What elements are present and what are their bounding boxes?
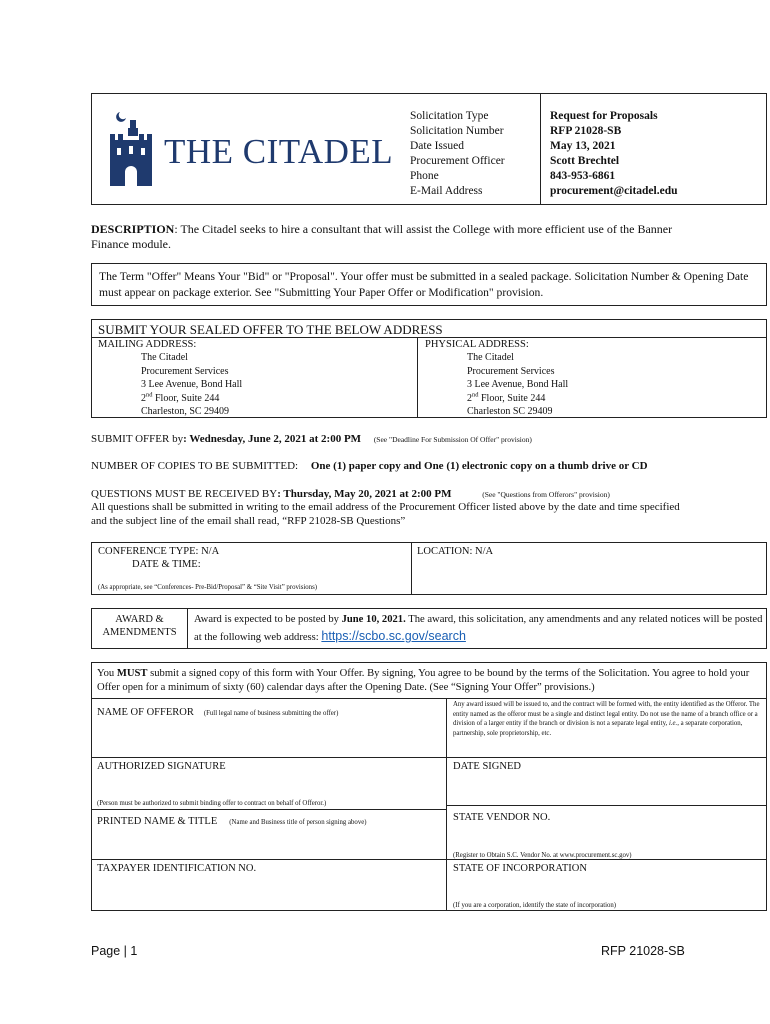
description-label: DESCRIPTION (91, 222, 175, 236)
award-text: Award is expected to be posted by June 10, 2021. The award, this solicitation, any amendments and any related notices will be posted at the following web address: https://scbo.sc.gov/search (194, 614, 763, 643)
award-box (91, 608, 767, 649)
conference-type: CONFERENCE TYPE: N/A (98, 546, 220, 557)
questions-value: : Thursday, May 20, 2021 at 2:00 PM (277, 488, 452, 500)
conference-location: LOCATION: N/A (417, 546, 494, 557)
printed-name-field[interactable]: PRINTED NAME & TITLE (Name and Business title of person signing above) (97, 816, 367, 827)
offeror-name-explainer: Any award issued will be issued to, and the contract will be formed with, the entity identified as the Offeror. The entity named as the offeror must be a single and distinct legal entity. Do not use the name of a branch office or a division of a larger entity if the branch or division is not a separate legal entity, i.e., a separate corporation, partnership, sole proprietorship, etc. (453, 701, 760, 737)
logo-text: THE CITADEL (164, 132, 394, 171)
physical-address-label: PHYSICAL ADDRESS: (425, 339, 529, 350)
signing-rule-1 (92, 698, 766, 699)
solicitation-type-label: Solicitation Type (410, 110, 489, 122)
taxpayer-id-field[interactable]: TAXPAYER IDENTIFICATION NO. (97, 863, 257, 874)
solicitation-type-value: Request for Proposals (550, 110, 658, 122)
header-box (91, 93, 767, 205)
questions-text: All questions shall be submitted in writing to the email address of the Procurement Officer listed above by the date and time specified and the subject line of the email shall read, “RFP 21028-SB Questions” (91, 501, 680, 527)
award-label: AWARD & AMENDMENTS (102, 614, 177, 638)
copies-value: One (1) paper copy and One (1) electronic copy on a thumb drive or CD (310, 460, 648, 472)
questions-note: (See "Questions from Offerors" provision) (482, 490, 610, 499)
signing-rule-5 (92, 859, 766, 860)
submit-address-box (91, 319, 767, 418)
copies-line (91, 459, 767, 473)
citadel-logo (102, 106, 392, 192)
signing-rule-3 (92, 809, 447, 810)
submit-offer-note: (See "Deadline For Submission Of Offer" provision) (373, 435, 532, 444)
submit-offer-label: SUBMIT OFFER by (91, 433, 184, 445)
mailing-address: The Citadel Procurement Services 3 Lee Avenue, Bond Hall 2nd Floor, Suite 244 Charleston, SC 29409 (141, 352, 243, 417)
state-vendor-field[interactable]: STATE VENDOR NO. (453, 812, 551, 823)
authorized-signature-note: (Person must be authorized to submit binding offer to contract on behalf of Offeror.) (97, 800, 327, 807)
date-issued-value: May 13, 2021 (550, 140, 616, 152)
description (91, 222, 681, 252)
email-value[interactable]: procurement@citadel.edu (550, 185, 678, 197)
offer-term-text: The Term "Offer" Means Your "Bid" or "Proposal". Your offer must be submitted in a sealed package. Solicitation Number & Opening Date must appear on package exterior. See "Submitting Your Paper Offer or Modification" provision. (99, 270, 749, 299)
procurement-officer-label: Procurement Officer (410, 155, 505, 167)
offeror-name-field[interactable]: NAME OF OFFEROR (Full legal name of business submitting the offer) (97, 707, 339, 718)
conference-note: (As appropriate, see “Conferences- Pre-Bid/Proposal” & “Site Visit” provisions) (98, 584, 317, 591)
email-label: E-Mail Address (410, 185, 483, 197)
date-signed-field[interactable]: DATE SIGNED (453, 761, 521, 772)
questions-line (91, 487, 767, 501)
procurement-officer-value: Scott Brechtel (550, 155, 620, 167)
signing-box (91, 662, 767, 911)
phone-value: 843-953-6861 (550, 170, 616, 182)
address-divider (417, 337, 418, 417)
header-divider (540, 94, 541, 204)
award-divider (187, 609, 188, 648)
authorized-signature-field[interactable]: AUTHORIZED SIGNATURE (97, 761, 226, 772)
phone-label: Phone (410, 170, 439, 182)
state-incorporation-field[interactable]: STATE OF INCORPORATION (453, 863, 587, 874)
signing-instructions: You MUST submit a signed copy of this form with Your Offer. By signing, You agree to be bound by the terms of the Solicitation. You agree to hold your Offer open for a minimum of sixty (60) calendar days after the Opening Date. (See “Signing Your Offer” provisions.) (97, 668, 750, 693)
solicitation-labels (410, 109, 550, 199)
physical-address: The Citadel Procurement Services 3 Lee Avenue, Bond Hall 2nd Floor, Suite 244 Charleston SC 29409 (467, 352, 569, 417)
questions-label: QUESTIONS MUST BE RECEIVED BY (91, 488, 278, 500)
submit-address-title: SUBMIT YOUR SEALED OFFER TO THE BELOW ADDRESS (98, 322, 443, 337)
signing-rule-4 (446, 805, 766, 806)
solicitation-number-value: RFP 21028-SB (550, 125, 622, 137)
conference-datetime: DATE & TIME: (132, 559, 201, 570)
castle-icon (106, 108, 156, 188)
conference-box (91, 542, 767, 595)
date-issued-label: Date Issued (410, 140, 464, 152)
description-text: : The Citadel seeks to hire a consultant that will assist the College with more efficient use of the Banner Finance module. (91, 222, 673, 251)
mailing-address-label: MAILING ADDRESS: (98, 339, 197, 350)
submit-offer-value: : Wednesday, June 2, 2021 at 2:00 PM (183, 433, 362, 445)
state-incorporation-note: (If you are a corporation, identify the state of incorporation) (453, 902, 617, 909)
conference-divider (411, 543, 412, 594)
solicitation-number-label: Solicitation Number (410, 125, 504, 137)
copies-label: NUMBER OF COPIES TO BE SUBMITTED: (91, 460, 299, 472)
footer-reference: RFP 21028-SB (601, 944, 685, 958)
submit-offer-line (91, 432, 767, 446)
solicitation-values (550, 109, 765, 199)
page-number: Page | 1 (91, 944, 138, 958)
offer-term-box (91, 263, 767, 306)
state-vendor-note: (Register to Obtain S.C. Vendor No. at www.procurement.sc.gov) (453, 852, 632, 859)
signing-col-divider (446, 698, 447, 910)
award-url-link[interactable]: https://scbo.sc.gov/search (321, 629, 466, 643)
signing-rule-2 (92, 757, 766, 758)
